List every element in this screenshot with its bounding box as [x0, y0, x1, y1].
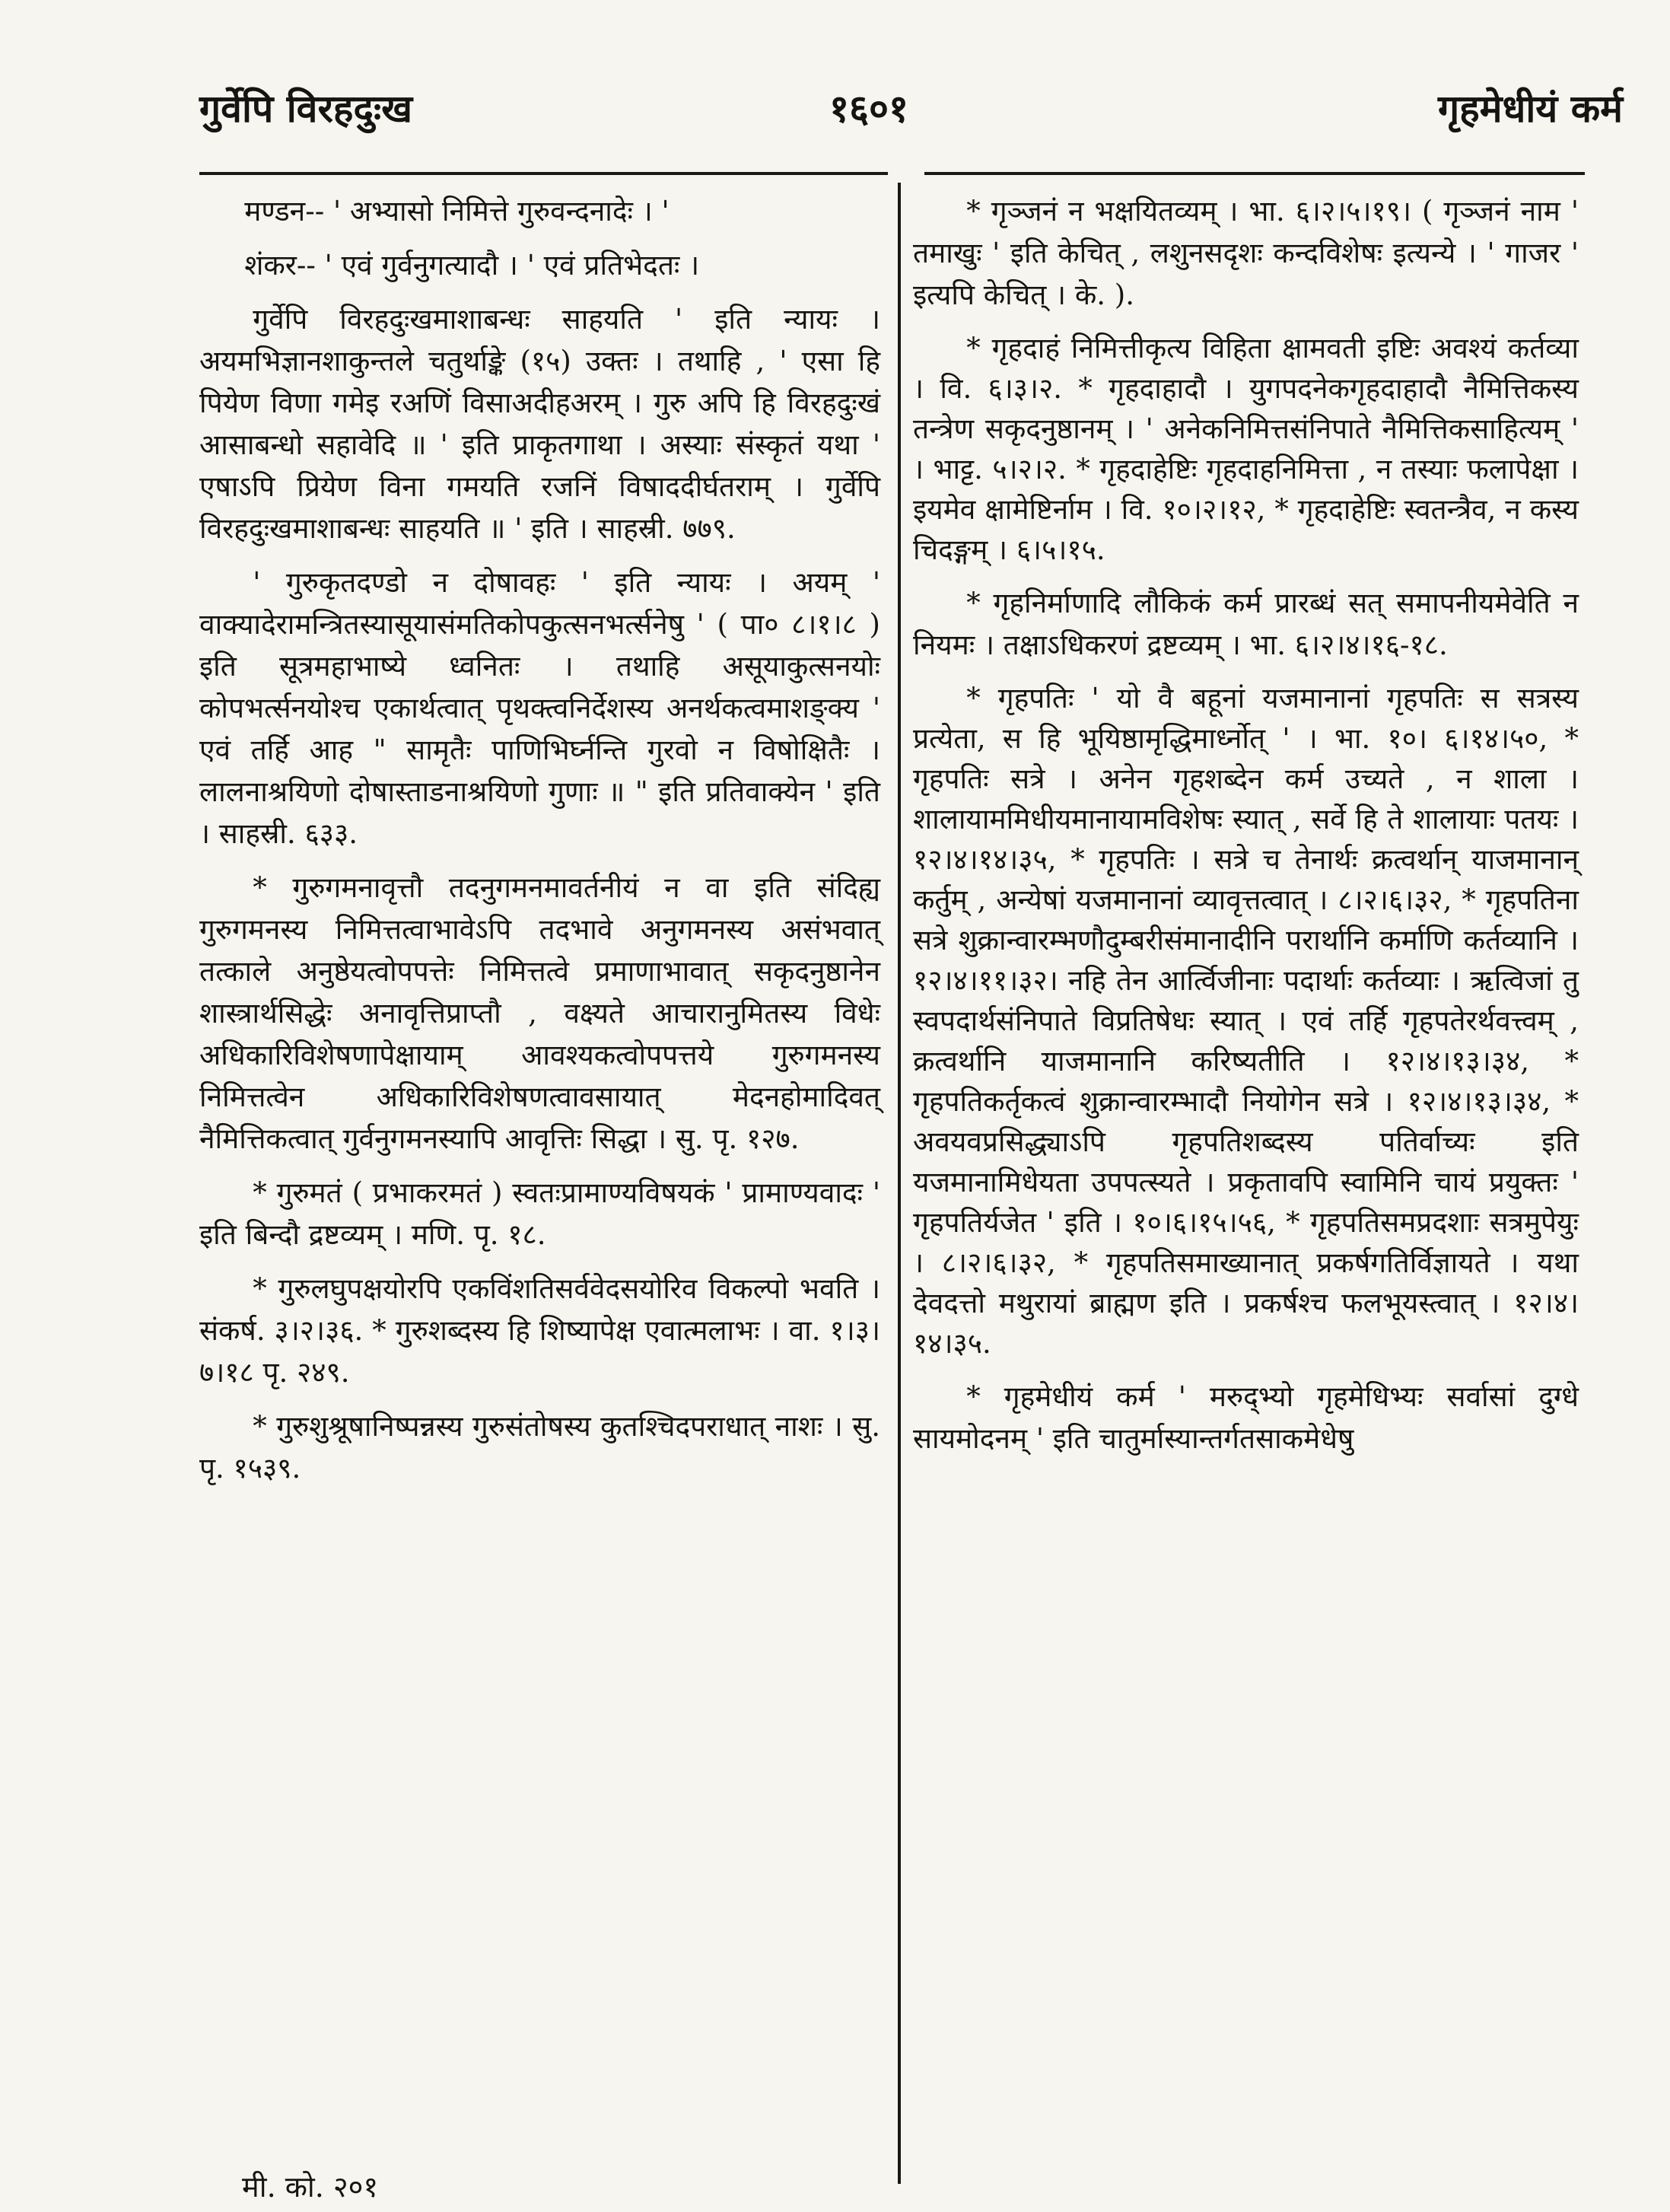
entry-paragraph: शंकर-- ' एवं गुर्वनुगत्यादौ । ' एवं प्रतिभेदतः । [244, 249, 700, 282]
entry-paragraph: * गृहमेधीयं कर्म ' मरुद्भ्यो गृहमेधिभ्यः सर्वासां दुग्धे सायमोदनम् ' इति चातुर्मास्यान्तर्गतसाकमेधेषु [913, 1380, 1579, 1455]
column-divider [898, 183, 901, 2184]
header-rule-right [924, 172, 1585, 175]
entry-paragraph: * गृञ्जनं न भक्षयितव्यम् । भा. ६।२।५।१९। ( गृञ्जनं नाम ' तमाखुः ' इति केचित् , लशुनसदृशः कन्दविशेषः इत्यन्ये । ' गाजर ' इत्यपि केचित् । के. ). [913, 195, 1579, 311]
right-column [913, 190, 1579, 1459]
entry-paragraph: * गुरुलघुपक्षयोरपि एकविंशतिसर्ववेदसयोरिव विकल्पो भवति । संकर्ष. ३।२।३६. * गुरुशब्दस्य हि शिष्यापेक्ष एवात्मलाभः । वा. १।३।७।१८ पृ. २४९. [199, 1272, 880, 1389]
entry-paragraph: मण्डन-- ' अभ्यासो निमित्ते गुरुवन्दनादेः । ' [244, 195, 670, 228]
entry-paragraph: * गृहपतिः ' यो वै बहूनां यजमानानां गृहपतिः स सत्रस्य प्रत्येता, स हि भूयिष्ठामृद्धिमार्ध्नोत् ' । भा. १०। ६।१४।५०, * गृहपतिः सत्रे । अनेन गृहशब्देन कर्म उच्यते , न शाला । शालायाममिधीयमानायामविशेषः स्यात् , सर्वे हि ते शालायाः पतयः । १२।४।१४।३५, * गृहपतिः । सत्रे च तेनार्थः क्रत्वर्थान् याजमानान् कर्तुम् , अन्येषां यजमानानां व्यावृत्तत्वात् । ८।२।६।३२, * गृहपतिना सत्रे शुक्रान्वारम्भणौदुम्बरीसंमानादीनि परार्थानि कर्माणि कर्तव्यानि । १२।४।११।३२। नहि तेन आर्त्विजीनाः पदार्थाः कर्तव्याः । ऋत्विजां तु स्वपदार्थसंनिपाते विप्रतिषेधः स्यात् । एवं तर्हि गृहपतेरर्थवत्त्वम् , क्रत्वर्थानि याजमानानि करिष्यतीति । १२।४।१३।३४, * गृहपतिकर्तृकत्वं शुक्रान्वारम्भादौ नियोगेन सत्रे । १२।४।१३।३४, * अवयवप्रसिद्ध्याऽपि गृहपतिशब्दस्य पतिर्वाच्यः इति यजमानामिधेयता उपपत्स्यते । प्रकृतावपि स्वामिनि चायं प्रयुक्तः ' गृहपतिर्यजेत ' इति । १०।६।१५।५६, * गृहपतिसमप्रदशाः सत्रमुपेयुः । ८।२।६।३२, * गृहपतिसमाख्यानात् प्रकर्षगतिर्विज्ञायते । यथा देवदत्तो मथुरायां ब्राह्मण इति । प्रकर्षश्च फलभूयस्त्वात् । १२।४।१४।३५. [913, 682, 1579, 1360]
page-number: १६०१ [829, 86, 908, 131]
footer-signature: मी. को. २०१ [242, 2170, 379, 2204]
left-column [199, 190, 880, 1489]
entry-paragraph: गुर्वेपि विरहदुःखमाशाबन्धः साहयति ' इति न्यायः । अयमभिज्ञानशाकुन्तले चतुर्थाङ्के (१५) उक्तः । तथाहि , ' एसा हि पियेण विणा गमेइ रअणिं विसाअदीहअरम् । गुरु अपि हि विरहदुःखं आसाबन्धो सहावेदि ॥ ' इति प्राकृतगाथा । अस्याः संस्कृतं यथा ' एषाऽपि प्रियेण विना गमयति रजनिं विषाददीर्घतराम् । गुर्वेपि विरहदुःखमाशाबन्धः साहयति ॥ ' इति । साहस्री. ७७९. [199, 303, 880, 545]
entry-paragraph: * गृहदाहं निमित्तीकृत्य विहिता क्षामवती इष्टिः अवश्यं कर्तव्या । वि. ६।३।२. * गृहदाहादौ । युगपदनेकगृहदाहादौ नैमित्तिकस्य तन्त्रेण सकृदनुष्ठानम् । ' अनेकनिमित्तसंनिपाते नैमित्तिकसाहित्यम् ' । भाट्ट. ५।२।२. * गृहदाहेष्टिः गृहदाहनिमित्ता , न तस्याः फलापेक्षा । इयमेव क्षामेष्टिर्नाम । वि. १०।२।१२, * गृहदाहेष्टिः स्वतन्त्रैव, न कस्य चिदङ्गम् । ६।५।१५. [913, 332, 1579, 566]
header-rule-left [199, 172, 888, 175]
entry-paragraph: * गृहनिर्माणादि लौकिकं कर्म प्रारब्धं सत् समापनीयमेवेति न नियमः । तक्षाऽधिकरणं द्रष्टव्यम् । भा. ६।२।४।१६-१८. [913, 587, 1579, 661]
header-left-catchword: गुर्वेपि विरहदुःख [199, 86, 413, 131]
entry-paragraph: * गुरुशुश्रूषानिष्पन्नस्य गुरुसंतोषस्य कुतश्चिदपराधात् नाशः । सु. पृ. १५३९. [199, 1410, 880, 1485]
entry-paragraph: ' गुरुकृतदण्डो न दोषावहः ' इति न्यायः । अयम् ' वाक्यादेरामन्त्रितस्यासूयासंमतिकोपकुत्सनभर्त्सनेषु ' ( पा० ८।१।८ ) इति सूत्रमहाभाष्ये ध्वनितः । तथाहि असूयाकुत्सनयोः कोपभर्त्सनयोश्च एकार्थत्वात् पृथक्त्वनिर्देशस्य अनर्थकत्वमाशङ्क्य ' एवं तर्हि आह " सामृतैः पाणिभिर्घ्नन्ति गुरवो न विषोक्षितैः । लालनाश्रयिणो दोषास्ताडनाश्रयिणो गुणाः ॥ " इति प्रतिवाक्येन ' इति । साहस्री. ६३३. [199, 566, 880, 850]
header-right-catchword: गृहमेधीयं कर्म [1437, 86, 1623, 131]
entry-paragraph: * गुरुगमनावृत्तौ तदनुगमनमावर्तनीयं न वा इति संदिह्य गुरुगमनस्य निमित्तत्वाभावेऽपि तदभावे अनुगमनस्य असंभवात् तत्काले अनुष्ठेयत्वोपपत्तेः निमित्तत्वे प्रमाणाभावात् सकृदनुष्ठानेन शास्त्रार्थसिद्धेः अनावृत्तिप्राप्तौ , वक्ष्यते आचारानुमितस्य विधेः अधिकारिविशेषणापेक्षायाम् आवश्यकत्वोपपत्तये गुरुगमनस्य निमित्तत्वेन अधिकारिविशेषणत्वावसायात् मेदनहोमादिवत् नैमित्तिकत्वात् गुर्वनुगमनस्यापि आवृत्तिः सिद्धा । सु. पृ. १२७. [199, 871, 880, 1155]
entry-paragraph: * गुरुमतं ( प्रभाकरमतं ) स्वतःप्रामाण्यविषयकं ' प्रामाण्यवादः ' इति बिन्दौ द्रष्टव्यम् । मणि. पृ. १८. [199, 1176, 880, 1251]
